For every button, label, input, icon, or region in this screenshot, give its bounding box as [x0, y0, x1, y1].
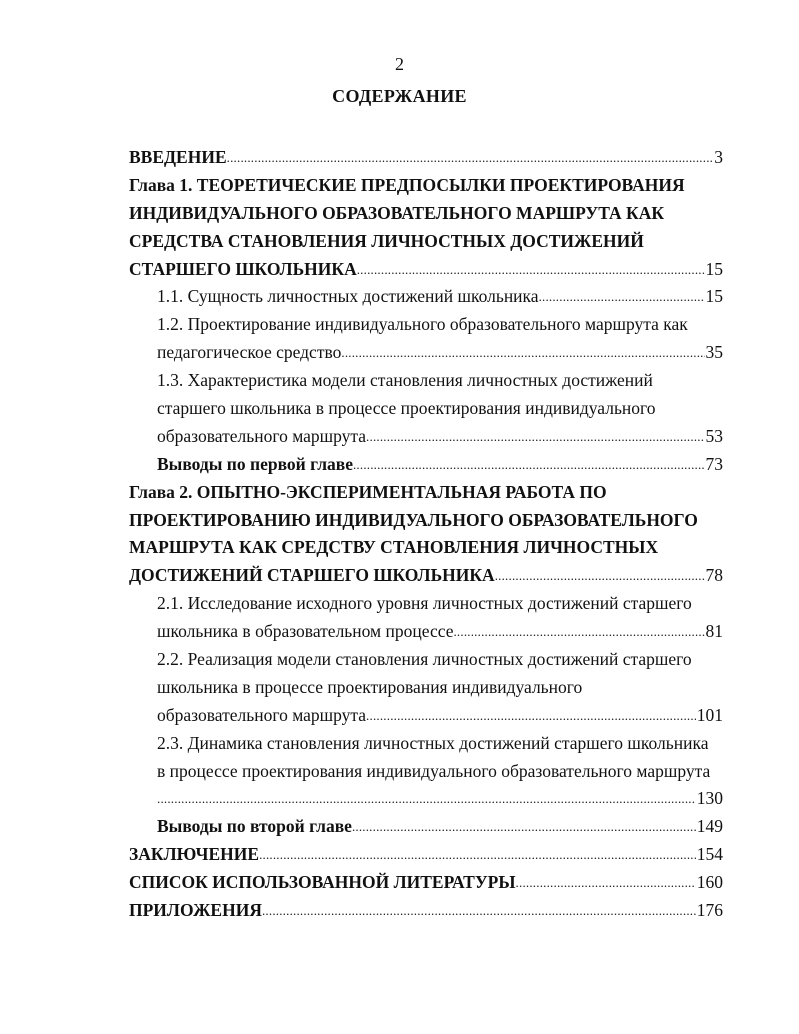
toc-line [129, 507, 723, 535]
toc-entry[interactable] [129, 144, 723, 172]
dot-leader [227, 144, 714, 172]
toc-page-number: 176 [696, 900, 723, 921]
toc-page-number: 15 [705, 258, 723, 279]
toc-line [157, 451, 723, 479]
toc-line [129, 228, 723, 256]
toc-page-number: 73 [705, 453, 723, 474]
dot-leader [366, 423, 704, 451]
toc-line [157, 813, 723, 841]
toc-entry-text: в процессе проектирования индивидуального образовательного маршрута [157, 760, 711, 781]
toc-line [129, 479, 723, 507]
toc-line [129, 200, 723, 228]
toc-entry-text: СТАРШЕГО ШКОЛЬНИКА [129, 258, 357, 279]
toc-entry[interactable] [129, 841, 723, 869]
dot-leader [495, 562, 705, 590]
dot-leader [157, 785, 696, 813]
toc-line [157, 758, 723, 786]
toc-entry-text: МАРШРУТА КАК СРЕДСТВУ СТАНОВЛЕНИЯ ЛИЧНОСТНЫХ [129, 537, 659, 558]
toc-entry-text: школьника в процессе проектирования индивидуального [157, 676, 583, 697]
toc-entry-text: 1.1. Сущность личностных достижений школьника [157, 286, 539, 307]
toc-line [157, 702, 723, 730]
toc-line [129, 869, 723, 897]
toc-page-number: 15 [705, 286, 723, 307]
toc-page-number: 160 [696, 872, 723, 893]
toc-page-number: 81 [705, 621, 723, 642]
toc-entry[interactable] [129, 897, 723, 925]
toc-page-number: 35 [705, 342, 723, 363]
toc-entry-text: Выводы по второй главе [157, 816, 352, 837]
dot-leader [353, 451, 705, 479]
toc-entry-text: педагогическое средство [157, 342, 342, 363]
toc-entry-text: 1.3. Характеристика модели становления личностных достижений [157, 370, 653, 391]
toc-entry-text: 1.2. Проектирование индивидуального образовательного маршрута как [157, 314, 688, 335]
toc-page-number: 78 [705, 565, 723, 586]
toc-line [129, 144, 723, 172]
toc-line [157, 674, 723, 702]
toc-page-number: 101 [696, 704, 723, 725]
toc-subentry[interactable] [129, 730, 723, 814]
toc-entry-text: ПРОЕКТИРОВАНИЮ ИНДИВИДУАЛЬНОГО ОБРАЗОВАТЕЛЬНОГО [129, 509, 698, 530]
dot-leader [366, 702, 696, 730]
toc-subentry[interactable] [129, 590, 723, 646]
toc-line [157, 590, 723, 618]
dot-leader [341, 339, 704, 367]
toc-page-number: 154 [696, 844, 723, 865]
toc-line [129, 534, 723, 562]
toc-entry-text: старшего школьника в процессе проектирования индивидуального [157, 398, 656, 419]
dot-leader [539, 283, 705, 311]
page-number: 2 [395, 54, 404, 74]
toc-subentry[interactable] [129, 311, 723, 367]
toc-line [157, 395, 723, 423]
toc-subentry[interactable] [129, 646, 723, 730]
toc-entry-text: школьника в образовательном процессе [157, 621, 454, 642]
toc-subentry[interactable] [129, 813, 723, 841]
toc-entry-text: ВВЕДЕНИЕ [129, 147, 227, 167]
toc-line [157, 367, 723, 395]
dot-leader [516, 869, 696, 897]
toc-page-number: 53 [705, 425, 723, 446]
toc-line [129, 562, 723, 590]
toc-line [129, 256, 723, 284]
toc-line [157, 339, 723, 367]
toc-entry-text: 2.1. Исследование исходного уровня личностных достижений старшего [157, 593, 692, 614]
toc-line [157, 785, 723, 813]
toc-entry-text: образовательного маршрута [157, 704, 367, 725]
toc-title: СОДЕРЖАНИЕ [332, 86, 467, 106]
toc-line [157, 730, 723, 758]
toc-line [129, 897, 723, 925]
toc-entry-text: Глава 1. ТЕОРЕТИЧЕСКИЕ ПРЕДПОСЫЛКИ ПРОЕКТИРОВАНИЯ [129, 174, 685, 195]
toc-entry-text: СПИСОК ИСПОЛЬЗОВАННОЙ ЛИТЕРАТУРЫ [129, 872, 516, 893]
toc-entry[interactable] [129, 172, 723, 284]
toc-entry-text: образовательного маршрута [157, 425, 367, 446]
toc-subentry[interactable] [129, 451, 723, 479]
toc-page-number: 149 [696, 816, 723, 837]
toc-page-number: 3 [714, 147, 723, 167]
toc-entry[interactable] [129, 479, 723, 591]
toc-entry-text: Выводы по первой главе [157, 453, 353, 474]
toc-entry-text: ЗАКЛЮЧЕНИЕ [129, 844, 260, 865]
dot-leader [262, 897, 696, 925]
toc-line [157, 646, 723, 674]
toc-entry-text: 2.3. Динамика становления личностных достижений старшего школьника [157, 732, 709, 753]
toc-entry-text: ПРИЛОЖЕНИЯ [129, 900, 262, 921]
toc-line [157, 283, 723, 311]
toc-line [157, 618, 723, 646]
toc-line [157, 311, 723, 339]
toc-entry[interactable] [129, 869, 723, 897]
toc-entry-text: ДОСТИЖЕНИЙ СТАРШЕГО ШКОЛЬНИКА [129, 565, 495, 586]
toc-page-number: 130 [696, 788, 723, 809]
dot-leader [352, 813, 696, 841]
toc-line [157, 423, 723, 451]
toc-subentry[interactable] [129, 283, 723, 311]
dot-leader [259, 841, 696, 869]
toc-line [129, 172, 723, 200]
table-of-contents [129, 144, 723, 925]
toc-line [129, 841, 723, 869]
toc-entry-text: Глава 2. ОПЫТНО-ЭКСПЕРИМЕНТАЛЬНАЯ РАБОТА ПО [129, 481, 607, 502]
toc-entry-text: ИНДИВИДУАЛЬНОГО ОБРАЗОВАТЕЛЬНОГО МАРШРУТА КАК [129, 202, 665, 223]
toc-subentry[interactable] [129, 367, 723, 451]
toc-entry-text: 2.2. Реализация модели становления личностных достижений старшего [157, 649, 692, 670]
dot-leader [357, 256, 705, 284]
toc-entry-text: СРЕДСТВА СТАНОВЛЕНИЯ ЛИЧНОСТНЫХ ДОСТИЖЕНИЙ [129, 230, 644, 251]
dot-leader [453, 618, 704, 646]
